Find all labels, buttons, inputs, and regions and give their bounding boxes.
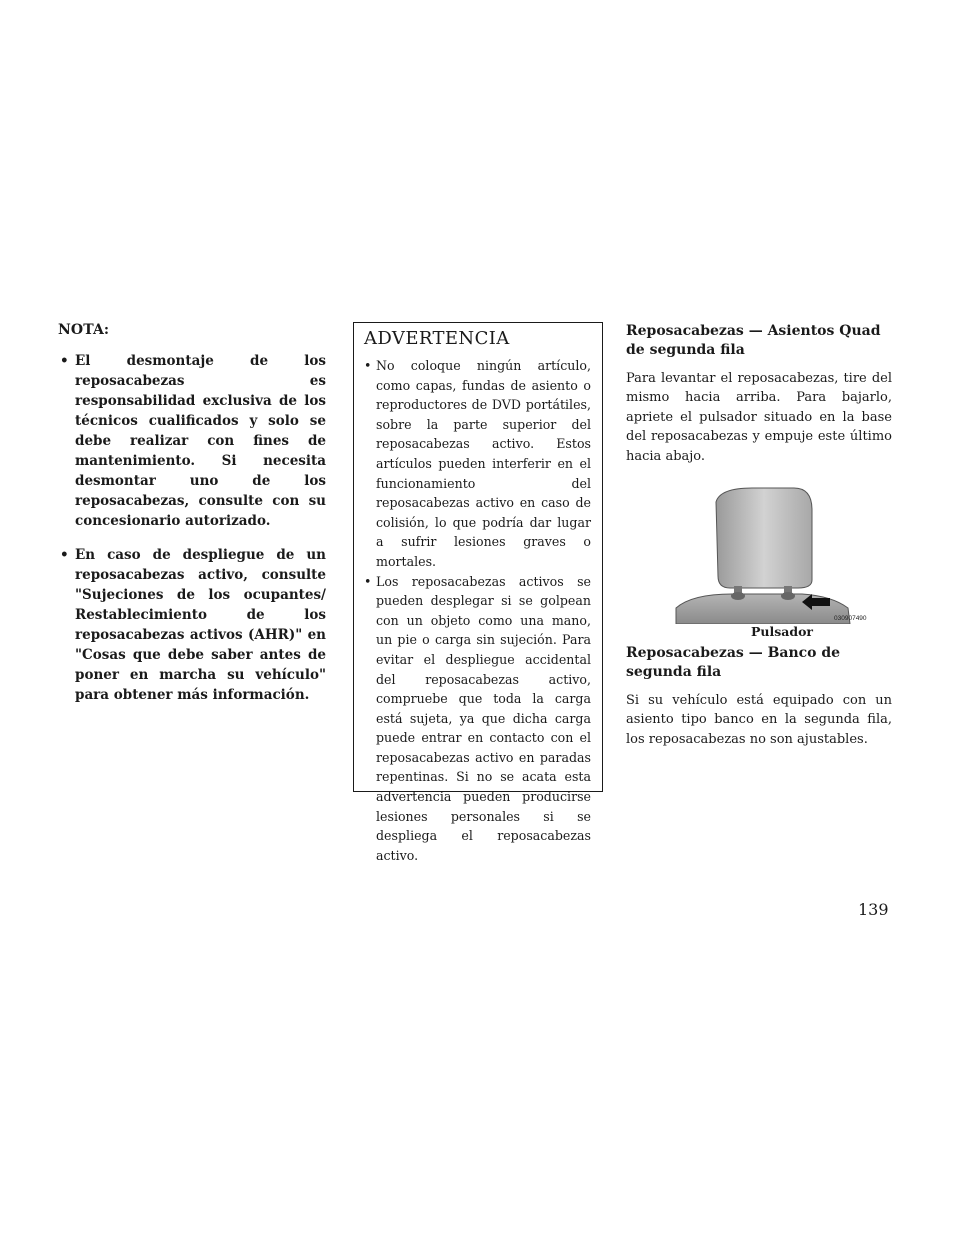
note-item: • En caso de despliegue de un reposacabezas activo, consulte "Sujeciones de los ocupantes/ Restablecimiento de los reposacabezas activos (AHR)" en "Cosas que debe saber antes de poner en marcha su vehículo" para obtener más información. [58,545,326,705]
note-heading: NOTA: [58,322,110,338]
page-number: 139 [858,900,889,919]
right-column [626,322,892,769]
warning-item: • Los reposacabezas activos se pueden desplegar si se golpean con un objeto como una mano, un pie o carga sin sujeción. Para evitar el despliegue accidental del reposacabezas activo, compruebe que toda la carga está sujeta, ya que dicha carga puede entrar en contacto con el reposacabezas activo en paradas repentinas. Si no se acata esta advertencia pueden producirse lesiones personales si se despliega el reposacabezas activo. [364,572,591,866]
headrest-illustration [672,484,892,624]
left-column [58,322,326,719]
section-text-quad: Para levantar el reposacabezas, tire del mismo hacia arriba. Para bajarlo, apriete el pulsador situado en la base del reposacabezas y empuje este último hacia abajo. [626,371,892,464]
warning-list [364,356,591,865]
figure-caption: Pulsador [750,624,814,640]
section-title-bench: Reposacabezas — Banco de segunda fila [626,645,841,681]
warning-title: ADVERTENCIA [364,328,510,349]
headrest-figure [672,484,892,644]
section-title-quad: Reposacabezas — Asientos Quad de segunda fila [626,323,881,358]
figure-code: 030907490 [834,615,867,623]
section-text-bench: Si su vehículo está equipado con un asiento tipo banco en la segunda fila, los reposacabezas no son ajustables. [626,693,892,747]
note-list [58,351,326,705]
warning-item: • No coloque ningún artículo, como capas, fundas de asiento o reproductores de DVD portátiles, sobre la parte superior del reposacabezas activo. Estos artículos pueden interferir en el funcionamiento del reposacabezas activo en caso de colisión, lo que podría dar lugar a sufrir lesiones graves o mortales. [364,356,591,572]
warning-box [353,322,603,863]
warning-column [353,322,603,863]
note-item: • El desmontaje de los reposacabezas es responsabilidad exclusiva de los técnicos cualificados y solo se debe realizar con fines de mantenimiento. Si necesita desmontar uno de los reposacabezas, consulte con su concesionario autorizado. [58,351,326,531]
